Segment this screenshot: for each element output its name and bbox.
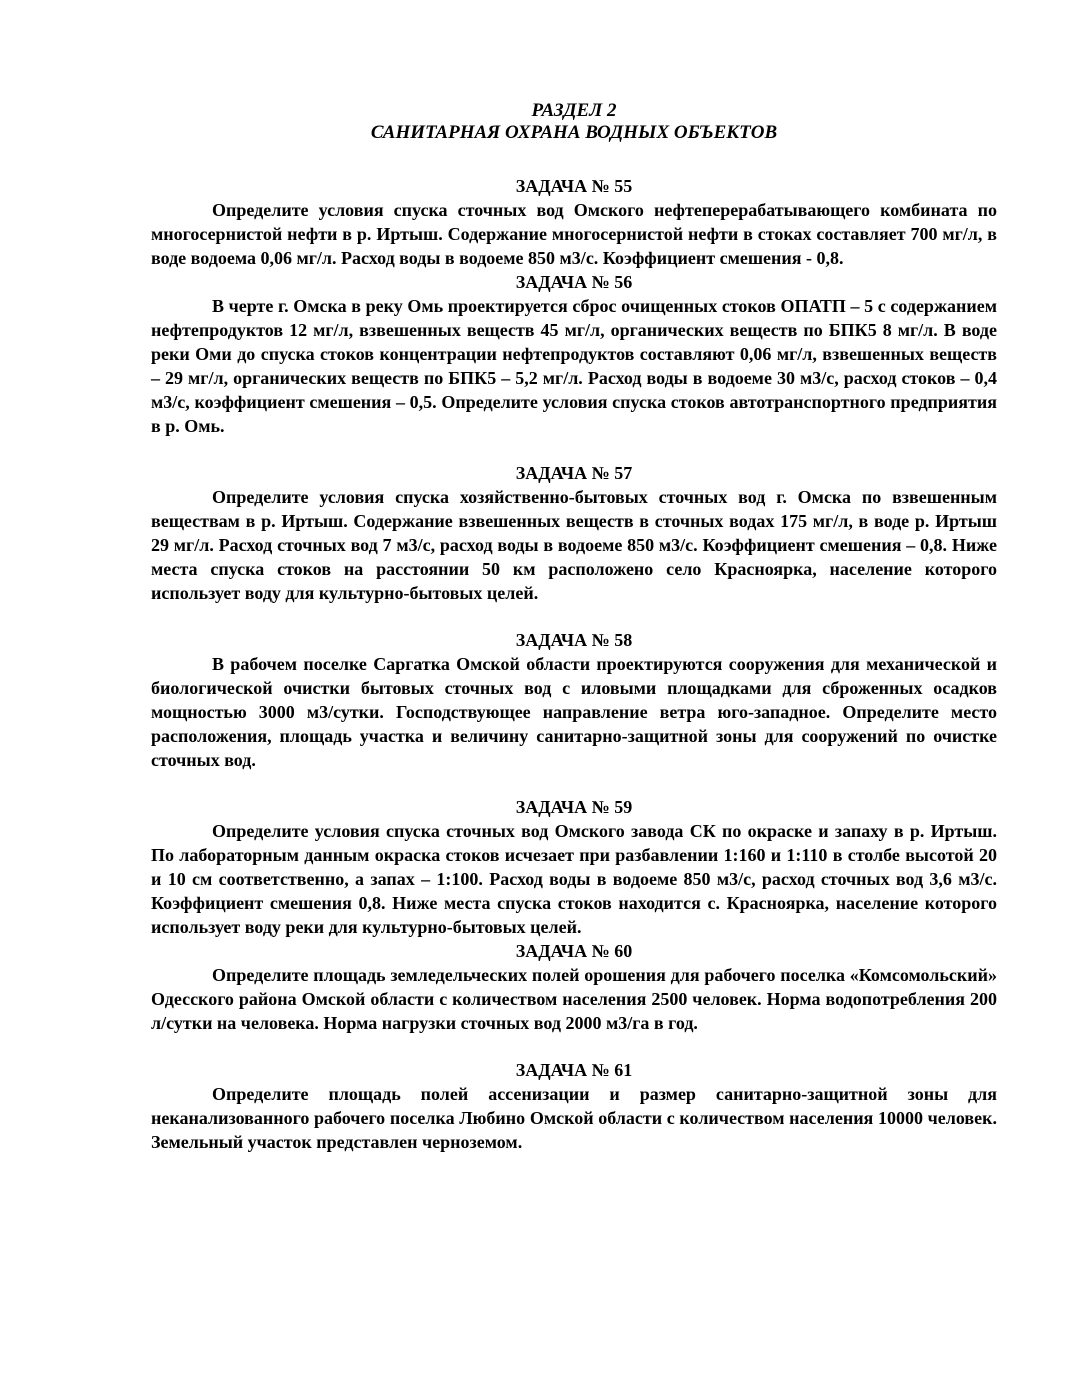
task-text: В черте г. Омска в реку Омь проектируется сброс очищенных стоков ОПАТП – 5 с содержанием нефтепродуктов 12 мг/л, взвешенных веществ 45 мг/л, органических веществ по БПК5 8 мг/л. В воде реки Оми до спуска стоков концентрации нефтепродуктов составляют 0,06 мг/л, взвешенных веществ – 29 мг/л, органических веществ по БПК5 – 5,2 мг/л. Расход воды в водоеме 30 м3/с, расход стоков – 0,4 м3/с, коэффициент смешения – 0,5. Определите условия спуска стоков автотранспортного предприятия в р. Омь. <box>151 296 997 436</box>
task-text: Определите условия спуска сточных вод Омского нефтеперерабатывающего комбината по многосернистой нефти в р. Иртыш. Содержание многосернистой нефти в стоках составляет 700 мг/л, в воде водоема 0,06 мг/л. Расход воды в водоеме 850 м3/с. Коэффициент смешения - 0,8. <box>151 200 997 268</box>
task-heading: ЗАДАЧА № 56 <box>515 272 633 292</box>
document-page <box>151 100 997 1154</box>
task-text: Определите площадь полей ассенизации и размер санитарно-защитной зоны для неканализованного рабочего поселка Любино Омской области с количеством населения 10000 человек. Земельный участок представлен черноземом. <box>151 1084 997 1152</box>
spacer <box>151 1035 997 1058</box>
task-text: Определите площадь земледельческих полей орошения для рабочего поселка «Комсомольский» Одесского района Омской области с количеством населения 2500 человек. Норма водопотребления 200 л/сутки на человека. Норма нагрузки сточных вод 2000 м3/га в год. <box>151 965 997 1033</box>
task-56 <box>151 270 997 438</box>
task-heading: ЗАДАЧА № 57 <box>515 463 633 483</box>
task-61 <box>151 1058 997 1154</box>
task-heading: ЗАДАЧА № 58 <box>515 630 633 650</box>
task-55 <box>151 174 997 270</box>
task-heading: ЗАДАЧА № 60 <box>515 941 633 961</box>
section-number: РАЗДЕЛ 2 <box>531 100 617 121</box>
task-text: В рабочем поселке Саргатка Омской области проектируются сооружения для механической и биологической очистки бытовых сточных вод с иловыми площадками для сброженных осадков мощностью 3000 м3/сутки. Господствующее направление ветра юго-западное. Определите место расположения, площадь участка и величину санитарно-защитной зоны для сооружений по очистке сточных вод. <box>151 654 997 770</box>
task-58 <box>151 628 997 772</box>
task-heading: ЗАДАЧА № 61 <box>515 1060 633 1080</box>
task-text: Определите условия спуска хозяйственно-бытовых сточных вод г. Омска по взвешенным веществам в р. Иртыш. Содержание взвешенных веществ в сточных водах 175 мг/л, в воде р. Иртыш 29 мг/л. Расход сточных вод 7 м3/с, расход воды в водоеме 850 м3/с. Коэффициент смешения – 0,8. Ниже места спуска стоков на расстоянии 50 км расположено село Красноярка, население которого использует воду для культурно-бытовых целей. <box>151 487 997 603</box>
task-59 <box>151 795 997 939</box>
spacer <box>151 772 997 795</box>
task-text: Определите условия спуска сточных вод Омского завода СК по окраске и запаху в р. Иртыш. По лабораторным данным окраска стоков исчезает при разбавлении 1:160 и 1:110 в столбе высотой 20 и 10 см соответственно, а запах – 1:100. Расход воды в водоеме 850 м3/с, расход сточных вод 3,6 м3/с. Коэффициент смешения 0,8. Ниже места спуска стоков находится с. Красноярка, население которого использует воду реки для культурно-бытовых целей. <box>151 821 997 937</box>
section-title: САНИТАРНАЯ ОХРАНА ВОДНЫХ ОБЪЕКТОВ <box>370 122 778 143</box>
task-heading: ЗАДАЧА № 55 <box>515 176 633 196</box>
task-heading: ЗАДАЧА № 59 <box>515 797 633 817</box>
task-57 <box>151 461 997 605</box>
spacer <box>151 438 997 461</box>
spacer <box>151 605 997 628</box>
task-60 <box>151 939 997 1035</box>
